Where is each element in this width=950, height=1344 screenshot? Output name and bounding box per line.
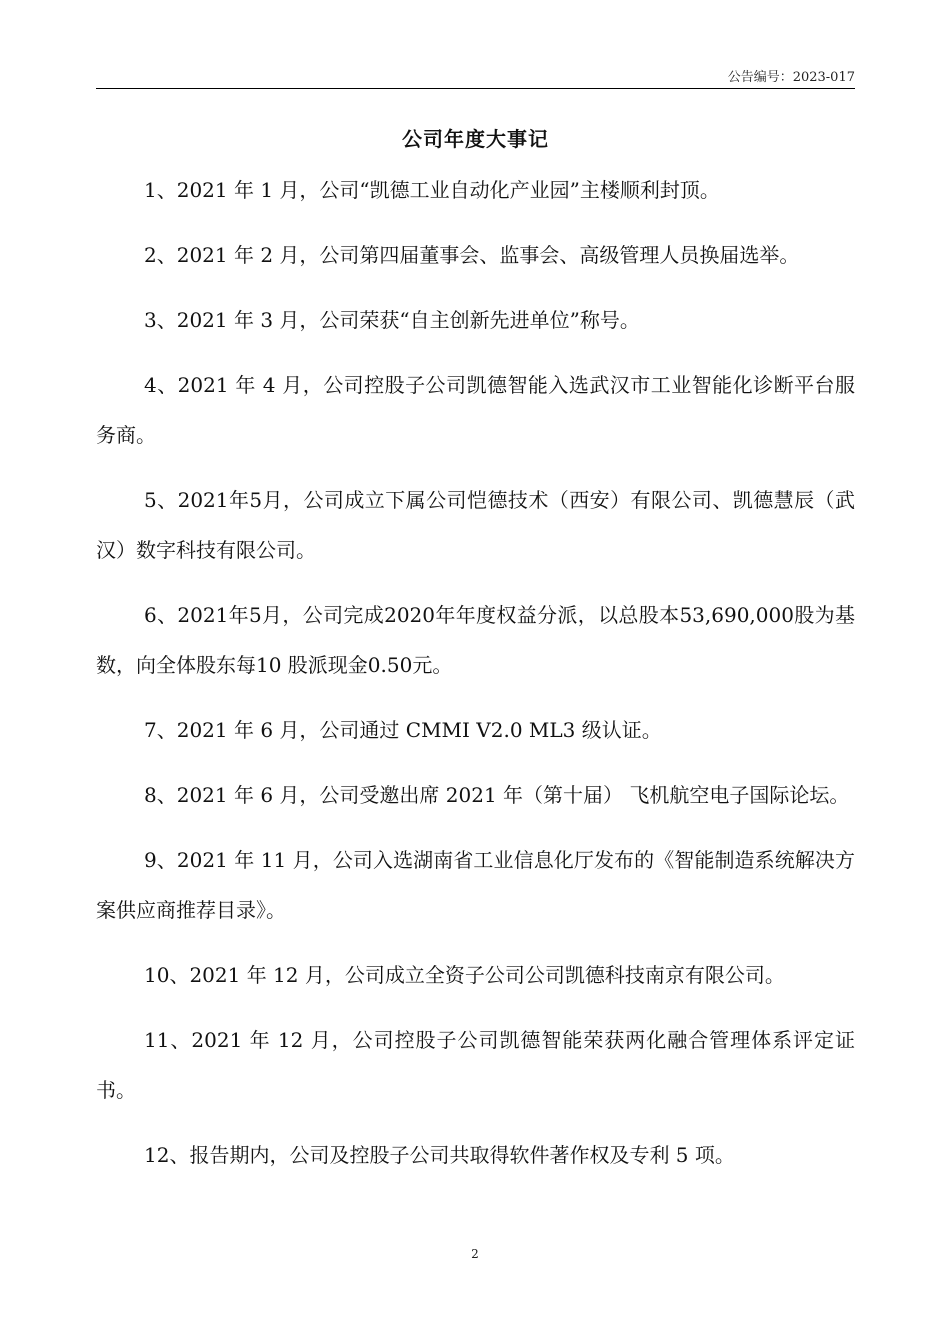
event-item-9: 9、2021 年 11 月，公司入选湖南省工业信息化厅发布的《智能制造系统解决方案供应商推荐目录》。 [96,848,855,922]
event-item-5: 5、2021年5月，公司成立下属公司恺德技术（西安）有限公司、凯德慧辰（武汉）数字科技有限公司。 [96,488,855,562]
event-item-2: 2、2021 年 2 月，公司第四届董事会、监事会、高级管理人员换届选举。 [144,243,800,267]
event-item-8: 8、2021 年 6 月，公司受邀出席 2021 年（第十届） 飞机航空电子国际论坛。 [144,783,850,807]
event-item-6: 6、2021年5月，公司完成2020年年度权益分派，以总股本53,690,000股为基数，向全体股东每10 股派现金0.50元。 [96,603,855,677]
event-item-1: 1、2021 年 1 月，公司“凯德工业自动化产业园”主楼顺利封顶。 [144,178,720,202]
event-item-3: 3、2021 年 3 月，公司荣获“自主创新先进单位”称号。 [144,308,640,332]
page-number: 2 [471,1247,479,1261]
event-list [96,165,855,1195]
event-item-4: 4、2021 年 4 月，公司控股子公司凯德智能入选武汉市工业智能化诊断平台服务商。 [96,373,855,447]
event-item-10: 10、2021 年 12 月，公司成立全资子公司公司凯德科技南京有限公司。 [144,963,785,987]
header-divider [96,88,855,89]
event-item-11: 11、2021 年 12 月，公司控股子公司凯德智能荣获两化融合管理体系评定证书。 [96,1028,855,1102]
event-item-12: 12、报告期内，公司及控股子公司共取得软件著作权及专利 5 项。 [144,1143,735,1167]
announcement-number: 公告编号：2023-017 [727,70,855,85]
event-item-7: 7、2021 年 6 月，公司通过 CMMI V2.0 ML3 级认证。 [144,718,662,742]
document-title: 公司年度大事记 [402,127,549,151]
